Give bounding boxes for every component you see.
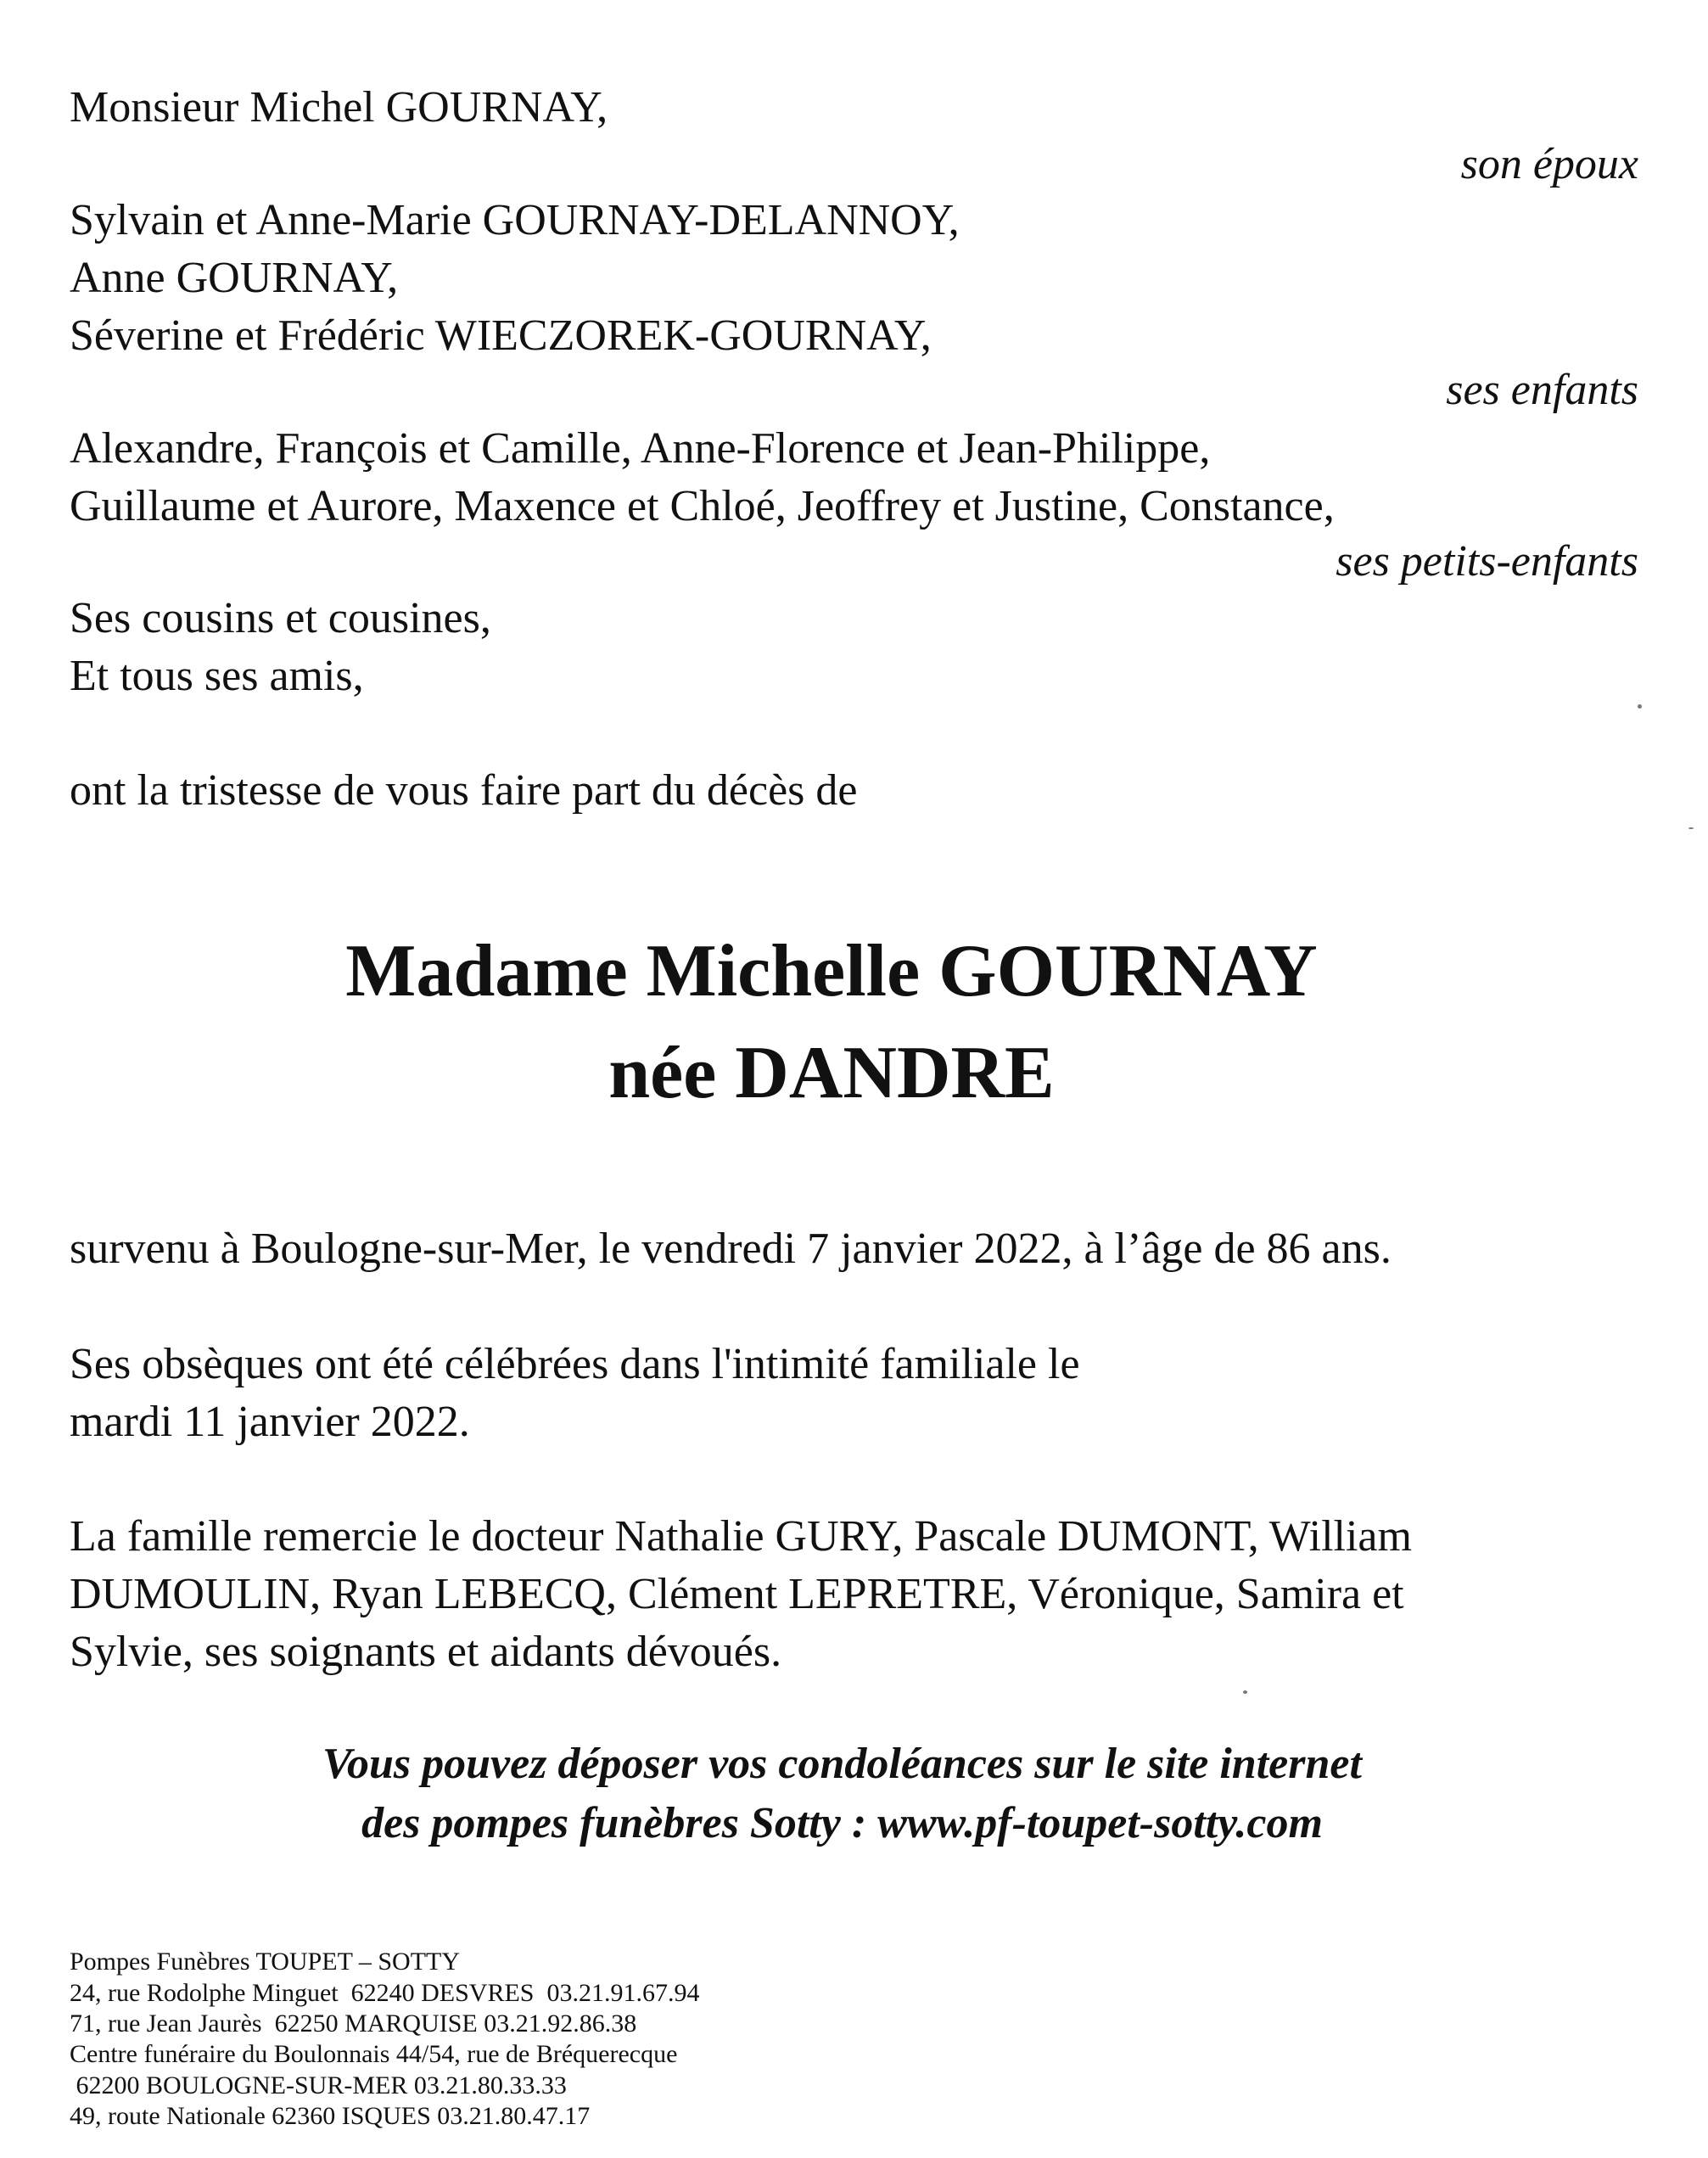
scan-speck [1243,1690,1247,1694]
deceased-maiden-name: née DANDRE [608,1032,1055,1114]
children-line-3: Séverine et Frédéric WIECZOREK-GOURNAY, [70,311,932,360]
thanks-line-1: La famille remercie le docteur Nathalie GURY, Pascale DUMONT, William [70,1512,1412,1561]
thanks-line-3: Sylvie, ses soignants et aidants dévoués. [70,1628,782,1676]
spouse-role: son époux [1460,140,1638,188]
thanks-line-2: DUMOULIN, Ryan LEBECQ, Clément LEPRETRE, Véronique, Samira et [70,1570,1404,1618]
others-line-2: Et tous ses amis, [70,652,364,700]
death-details: survenu à Boulogne-sur-Mer, le vendredi 7 janvier 2022, à l’âge de 86 ans. [70,1225,1392,1273]
grandchildren-line-1: Alexandre, François et Camille, Anne-Florence et Jean-Philippe, [70,424,1211,473]
children-line-2: Anne GOURNAY, [70,254,399,302]
funeral-line-1: Ses obsèques ont été célébrées dans l'intimité familiale le [70,1340,1080,1388]
condolences-line-2: des pompes funèbres Sotty : www.pf-toupet-sotty.com [361,1799,1323,1847]
spouse-name: Monsieur Michel GOURNAY, [70,83,608,132]
footer-address-isques: 49, route Nationale 62360 ISQUES 03.21.80.47.17 [70,2102,591,2130]
footer-address-boulogne: 62200 BOULOGNE-SUR-MER 03.21.80.33.33 [70,2071,567,2099]
footer-address-boulonnais: Centre funéraire du Boulonnais 44/54, rue de Bréquerecque [70,2040,678,2068]
scan-speck [1638,704,1642,709]
grandchildren-role: ses petits-enfants [1336,537,1638,586]
grandchildren-line-2: Guillaume et Aurore, Maxence et Chloé, Jeoffrey et Justine, Constance, [70,482,1335,530]
scan-speck [1688,827,1694,829]
deceased-name: Madame Michelle GOURNAY [345,930,1318,1012]
children-role: ses enfants [1446,366,1638,414]
footer-address-desvres: 24, rue Rodolphe Minguet 62240 DESVRES 03.21.91.67.94 [70,1979,700,2007]
children-line-1: Sylvain et Anne-Marie GOURNAY-DELANNOY, [70,196,960,244]
funeral-line-2: mardi 11 janvier 2022. [70,1398,470,1446]
condolences-line-1: Vous pouvez déposer vos condoléances sur le site internet [322,1740,1362,1788]
footer-company: Pompes Funèbres TOUPET – SOTTY [70,1948,461,1976]
footer-address-marquise: 71, rue Jean Jaurès 62250 MARQUISE 03.21.92.86.38 [70,2009,637,2037]
announcement-text: ont la tristesse de vous faire part du décès de [70,766,858,815]
others-line-1: Ses cousins et cousines, [70,594,491,642]
